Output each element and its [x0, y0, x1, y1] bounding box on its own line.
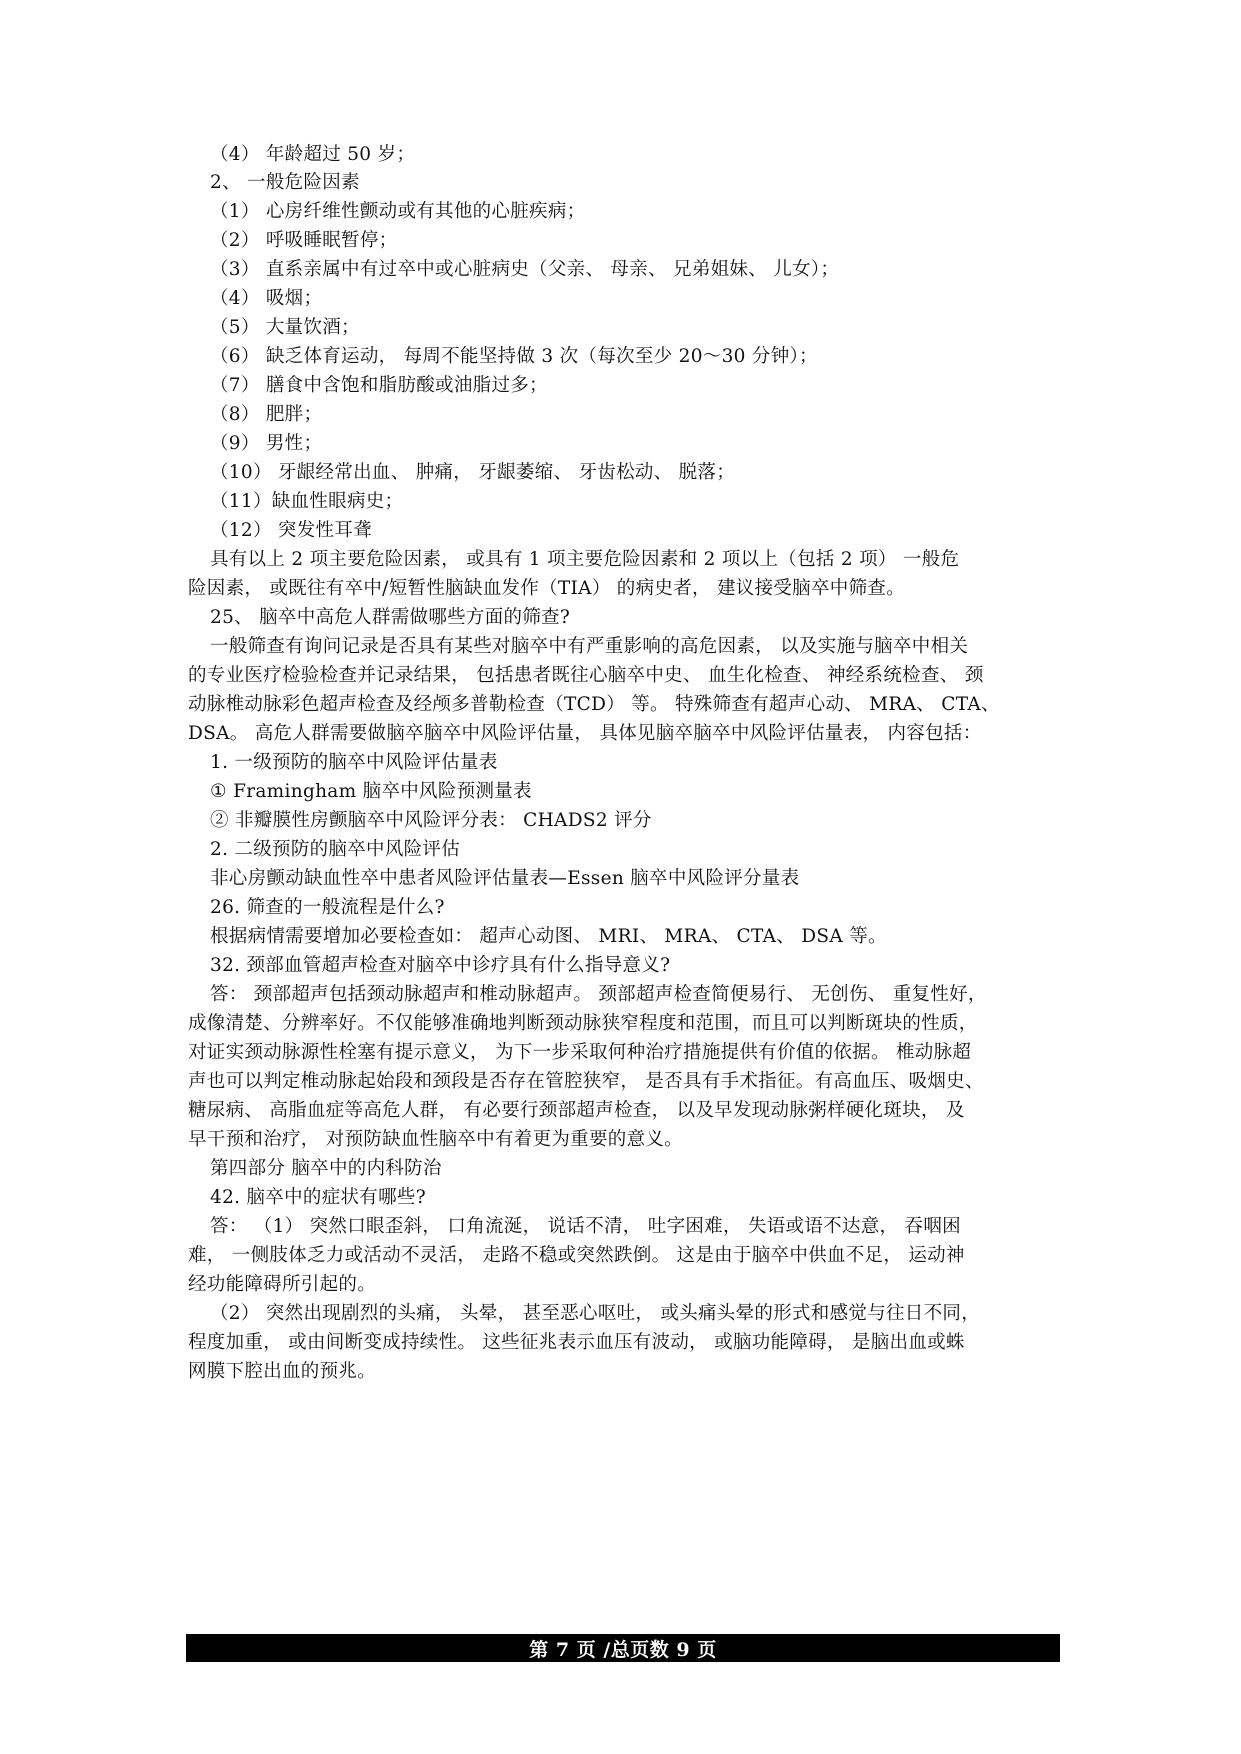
text-line: 难， 一侧肢体乏力或活动不灵活， 走路不稳或突然跌倒。 这是由于脑卒中供血不足， 运动神 [188, 1245, 965, 1266]
text-line: 答： 颈部超声包括颈动脉超声和椎动脉超声。 颈部超声检查简便易行、 无创伤、 重复性好， [210, 984, 987, 1005]
text-line: （12） 突发性耳聋 [210, 520, 372, 541]
text-line: 经功能障碍所引起的。 [188, 1274, 377, 1295]
text-line: 早干预和治疗， 对预防缺血性脑卒中有着更为重要的意义。 [188, 1129, 683, 1150]
text-line: （2） 突然出现剧烈的头痛， 头晕， 甚至恶心呕吐， 或头痛头晕的形式和感觉与往日不同， [210, 1303, 980, 1324]
text-line: （1） 心房纤维性颤动或有其他的心脏疾病； [210, 201, 586, 222]
text-line: ② 非瓣膜性房颤脑卒中风险评分表： CHADS2 评分 [210, 810, 652, 831]
text-line: （5） 大量饮酒； [210, 317, 360, 338]
text-line: 2、 一般危险因素 [210, 172, 360, 193]
text-line: 成像清楚、分辨率好。不仅能够准确地判断颈动脉狭窄程度和范围，而且可以判断斑块的性质， [188, 1013, 978, 1034]
section-heading: 42. 脑卒中的症状有哪些? [210, 1187, 426, 1208]
text-line: 声也可以判定椎动脉起始段和颈段是否存在管腔狭窄， 是否具有手术指征。有高血压、吸烟史、 [188, 1071, 984, 1092]
text-line: （8） 肥胖； [210, 404, 323, 425]
text-line: ① Framingham 脑卒中风险预测量表 [210, 781, 532, 802]
text-line: （10） 牙龈经常出血、 肿痛， 牙龈萎缩、 牙齿松动、 脱落； [210, 462, 736, 483]
text-line: 程度加重， 或由间断变成持续性。 这些征兆表示血压有波动， 或脑功能障碍， 是脑出血或蛛 [188, 1332, 965, 1353]
text-line: 的专业医疗检验检查并记录结果， 包括患者既往心脑卒中史、 血生化检查、 神经系统检查、 颈 [188, 665, 984, 686]
text-line: （11）缺血性眼病史； [210, 491, 404, 512]
text-line: 具有以上 2 项主要危险因素， 或具有 1 项主要危险因素和 2 项以上（包括 2 项） 一般危 [210, 549, 960, 570]
text-line: 一般筛查有询问记录是否具有某些对脑卒中有严重影响的高危因素， 以及实施与脑卒中相关 [210, 636, 969, 657]
text-line: （4） 年龄超过 50 岁； [210, 144, 416, 165]
text-line: （6） 缺乏体育运动， 每周不能坚持做 3 次（每次至少 20～30 分钟）； [210, 346, 818, 367]
section-heading: 25、 脑卒中高危人群需做哪些方面的筛查? [210, 607, 571, 628]
section-heading: 26. 筛查的一般流程是什么? [210, 897, 445, 918]
text-line: DSA。 高危人群需要做脑卒脑卒中风险评估量， 具体见脑卒脑卒中风险评估量表， 内容包括： [188, 723, 982, 744]
text-line: 网膜下腔出血的预兆。 [188, 1361, 377, 1382]
text-line: 动脉椎动脉彩色超声检查及经颅多普勒检查（TCD） 等。 特殊筛查有超声心动、 MRA、 CTA、 [188, 694, 1000, 715]
text-line: 糖尿病、 高脂血症等高危人群， 有必要行颈部超声检查， 以及早发现动脉粥样硬化斑块， 及 [188, 1100, 965, 1121]
text-line: 非心房颤动缺血性卒中患者风险评估量表—Essen 脑卒中风险评分量表 [210, 868, 800, 889]
section-heading: 第四部分 脑卒中的内科防治 [210, 1158, 442, 1179]
page-footer [186, 1634, 1060, 1662]
text-line: （3） 直系亲属中有过卒中或心脏病史（父亲、 母亲、 兄弟姐妹、 儿女）； [210, 259, 840, 280]
text-line: 答： （1） 突然口眼歪斜， 口角流涎， 说话不清， 吐字困难， 失语或语不达意， 吞咽困 [210, 1216, 961, 1237]
text-line: 对证实颈动脉源性栓塞有提示意义， 为下一步采取何种治疗措施提供有价值的依据。 椎动脉超 [188, 1042, 972, 1063]
text-line: 险因素， 或既往有卒中/短暂性脑缺血发作（TIA） 的病史者， 建议接受脑卒中筛查。 [188, 578, 905, 599]
text-line: （9） 男性； [210, 433, 323, 454]
text-line: （7） 膳食中含饱和脂肪酸或油脂过多； [210, 375, 548, 396]
page-number-label: 第 7 页 /总页数 9 页 [529, 1638, 717, 1661]
section-heading: 32. 颈部血管超声检查对脑卒中诊疗具有什么指导意义? [210, 955, 671, 976]
text-line: （4） 吸烟； [210, 288, 323, 309]
text-line: 1. 一级预防的脑卒中风险评估量表 [210, 752, 498, 773]
text-line: （2） 呼吸睡眠暂停； [210, 230, 398, 251]
text-line: 根据病情需要增加必要检查如： 超声心动图、 MRI、 MRA、 CTA、 DSA 等。 [210, 926, 887, 947]
text-line: 2. 二级预防的脑卒中风险评估 [210, 839, 461, 860]
